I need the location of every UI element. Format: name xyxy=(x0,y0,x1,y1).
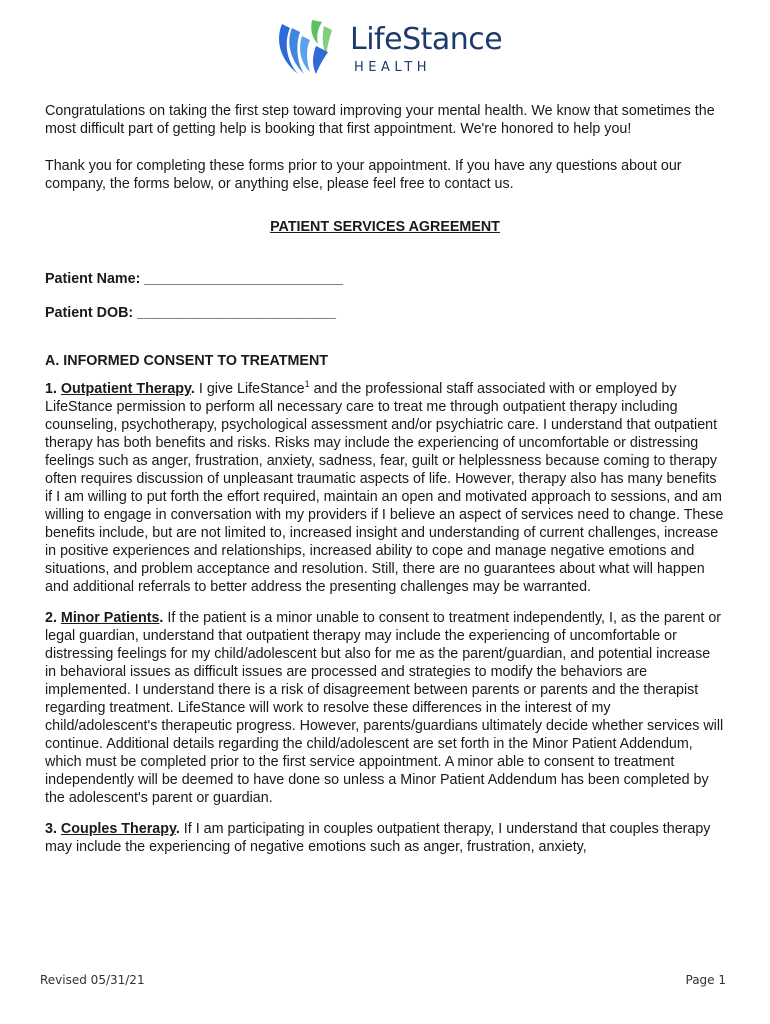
intro-paragraph-1: Congratulations on taking the first step toward improving your mental health. We know that sometimes the most difficult part of getting help is booking that first appointment. We're honored to help you! xyxy=(45,103,715,137)
patient-dob-field: Patient DOB: _________________________ xyxy=(45,305,336,321)
item-minor-patients xyxy=(45,609,725,807)
item-lead: I give LifeStance xyxy=(194,381,305,397)
item-body: If the patient is a minor unable to consent to treatment independently, I, as the parent or legal guardian, understand that outpatient therapy may include the experiencing of uncomfortable or distressing feelings for my child/adolescent but also for me as the parent/guardian, and potential increase in behavioral issues as difficult issues are processed and strategies to modify the behaviors are implemented. I understand there is a risk of disagreement between parents or parents and the therapist regarding treatment. LifeStance will work to resolve these differences in the interest of my child/adolescent's therapeutic progress. However, parents/guardians ultimately decide whether services will continue. Additional details regarding the child/adolescent are set forth in the Minor Patient Addendum, which must be completed prior to the first service appointment. A minor able to consent to treatment independently will be deemed to have done so unless a Minor Patient Addendum has been completed by the adolescent's parent or guardian. xyxy=(45,610,724,806)
section-a-title: A. INFORMED CONSENT TO TREATMENT xyxy=(45,353,329,369)
footnote-marker: 1 xyxy=(304,379,310,390)
item-number: 2. xyxy=(45,610,61,626)
item-outpatient-therapy xyxy=(45,380,725,596)
logo-wordmark: LifeStance xyxy=(350,22,503,57)
item-couples-therapy xyxy=(45,820,725,856)
logo-subtitle: HEALTH xyxy=(354,60,432,75)
item-body: and the professional staff associated with or employed by LifeStance permission to perform all necessary care to treat me through outpatient therapy including counseling, psychotherapy, psychological assessment and/or psychiatric care. I understand that outpatient therapy has both benefits and risks. Risks may include the experiencing of uncomfortable or distressing feelings such as anger, frustration, anxiety, sadness, fear, guilt or helplessness because coming to therapy often requires discussion of unpleasant traumatic aspects of life. However, therapy also has many benefits if I am willing to put forth the effort required, maintain an open and motivated approach to sessions, and am willing to engage in conversation with my providers if I believe an aspect of services need to change. These benefits include, but are not limited to, increased insight and understanding of current challenges, increase in positive experiences and relationships, increased ability to cope and manage negative emotions and situations, and problem acceptance and resolution. Still, there are no guarantees about what will happen and additional referrals to better address the presenting challenges may be warranted. xyxy=(45,381,724,595)
document-body xyxy=(45,102,725,869)
agreement-title: PATIENT SERVICES AGREEMENT xyxy=(270,219,500,235)
item-heading: Couples Therapy. xyxy=(60,821,180,837)
item-number: 3. xyxy=(45,821,61,837)
item-number: 1. xyxy=(45,381,61,397)
patient-name-field: Patient Name: _________________________ xyxy=(45,271,344,287)
item-heading: Outpatient Therapy. xyxy=(60,381,195,397)
lifestance-logo xyxy=(272,14,502,82)
item-heading: Minor Patients. xyxy=(60,610,164,626)
revised-date: Revised 05/31/21 xyxy=(40,973,145,987)
lifestance-mark-icon xyxy=(272,16,336,80)
intro-paragraph-2: Thank you for completing these forms prior to your appointment. If you have any questions about our company, the forms below, or anything else, please feel free to contact us. xyxy=(45,158,682,192)
item-body: If I am participating in couples outpatient therapy, I understand that couples therapy may include the experiencing of negative emotions such as anger, frustration, anxiety, xyxy=(45,821,711,855)
page-number: Page 1 xyxy=(685,973,726,987)
